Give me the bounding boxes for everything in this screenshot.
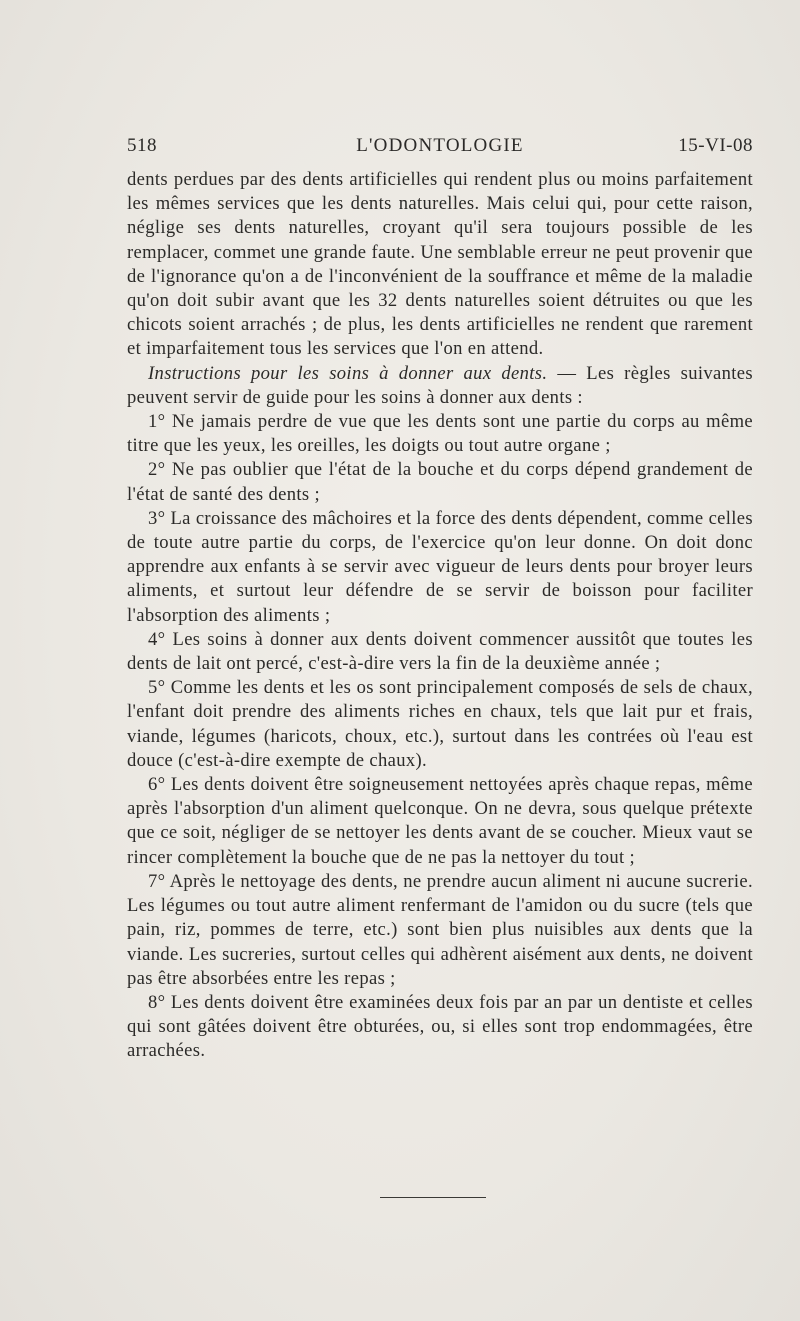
instructions-heading: Instructions pour les soins à donner aux dents.	[148, 362, 548, 384]
rule-7: 7° Après le nettoyage des dents, ne prendre aucun aliment ni aucune sucrerie. Les légumes ou tout autre aliment renfermant de l'amidon ou du sucre (tels que pain, riz, pommes de terre, etc.) sont bien plus nuisibles aux dents que la viande. Les sucreries, surtout celles qui adhèrent aisément aux dents, ne doivent pas être absorbées entre les repas ;	[127, 870, 753, 989]
journal-title: L'ODONTOLOGIE	[356, 135, 524, 156]
rule-1: 1° Ne jamais perdre de vue que les dents sont une partie du corps au même titre que les yeux, les oreilles, les doigts ou tout autre organe ;	[127, 411, 753, 457]
instructions-text: — Les règles suivantes peuvent servir de guide pour les soins à donner aux dents :	[127, 362, 753, 408]
rule-5: 5° Comme les dents et les os sont principalement composés de sels de chaux, l'enfant doit prendre des aliments riches en chaux, tels que lait pur et frais, viande, légumes (haricots, choux, etc.), surtout dans les contrées où l'eau est douce (c'est-à-dire exempte de chaux).	[127, 677, 753, 771]
rule-8: 8° Les dents doivent être examinées deux fois par an par un dentiste et celles qui sont gâtées doivent être obturées, ou, si elles sont trop endommagées, être arrachées.	[127, 991, 753, 1062]
rule-2: 2° Ne pas oublier que l'état de la bouche et du corps dépend grandement de l'état de santé des dents ;	[127, 459, 753, 505]
intro-paragraph: dents perdues par des dents artificielles qui rendent plus ou moins parfaitement les mêmes services que les dents naturelles. Mais celui qui, pour cette raison, néglige ses dents naturelles, croyant qu'il sera toujours possible de les remplacer, commet une grande faute. Une semblable erreur ne peut provenir que de l'ignorance qu'on a de l'inconvénient de la souffrance et même de la maladie qu'on doit subir avant que les 32 dents naturelles soient détruites ou que les chicots soient arrachés ; de plus, les dents artificielles ne rendent que rarement et imparfaitement tous les services que l'on en attend.	[127, 169, 753, 360]
end-rule	[380, 1197, 486, 1198]
page-number: 518	[127, 135, 157, 156]
running-header	[127, 135, 753, 161]
issue-date: 15-VI-08	[678, 135, 753, 156]
article-body	[127, 168, 753, 1064]
rule-6: 6° Les dents doivent être soigneusement nettoyées après chaque repas, même après l'absorption d'un aliment quelconque. On ne devra, sous quelque prétexte que ce soit, négliger de se nettoyer les dents avant de se coucher. Mieux vaut se rincer complètement la bouche que de ne pas la nettoyer du tout ;	[127, 774, 753, 868]
rule-3: 3° La croissance des mâchoires et la force des dents dépendent, comme celles de toute autre partie du corps, de l'exercice qu'on leur donne. On doit donc apprendre aux enfants à se servir avec vigueur de leurs dents pour broyer leurs aliments, et surtout leur défendre de se servir de boisson pour faciliter l'absorption des aliments ;	[127, 507, 753, 626]
rule-4: 4° Les soins à donner aux dents doivent commencer aussitôt que toutes les dents de lait ont percé, c'est-à-dire vers la fin de la deuxième année ;	[127, 628, 753, 675]
instructions-paragraph	[127, 362, 753, 410]
